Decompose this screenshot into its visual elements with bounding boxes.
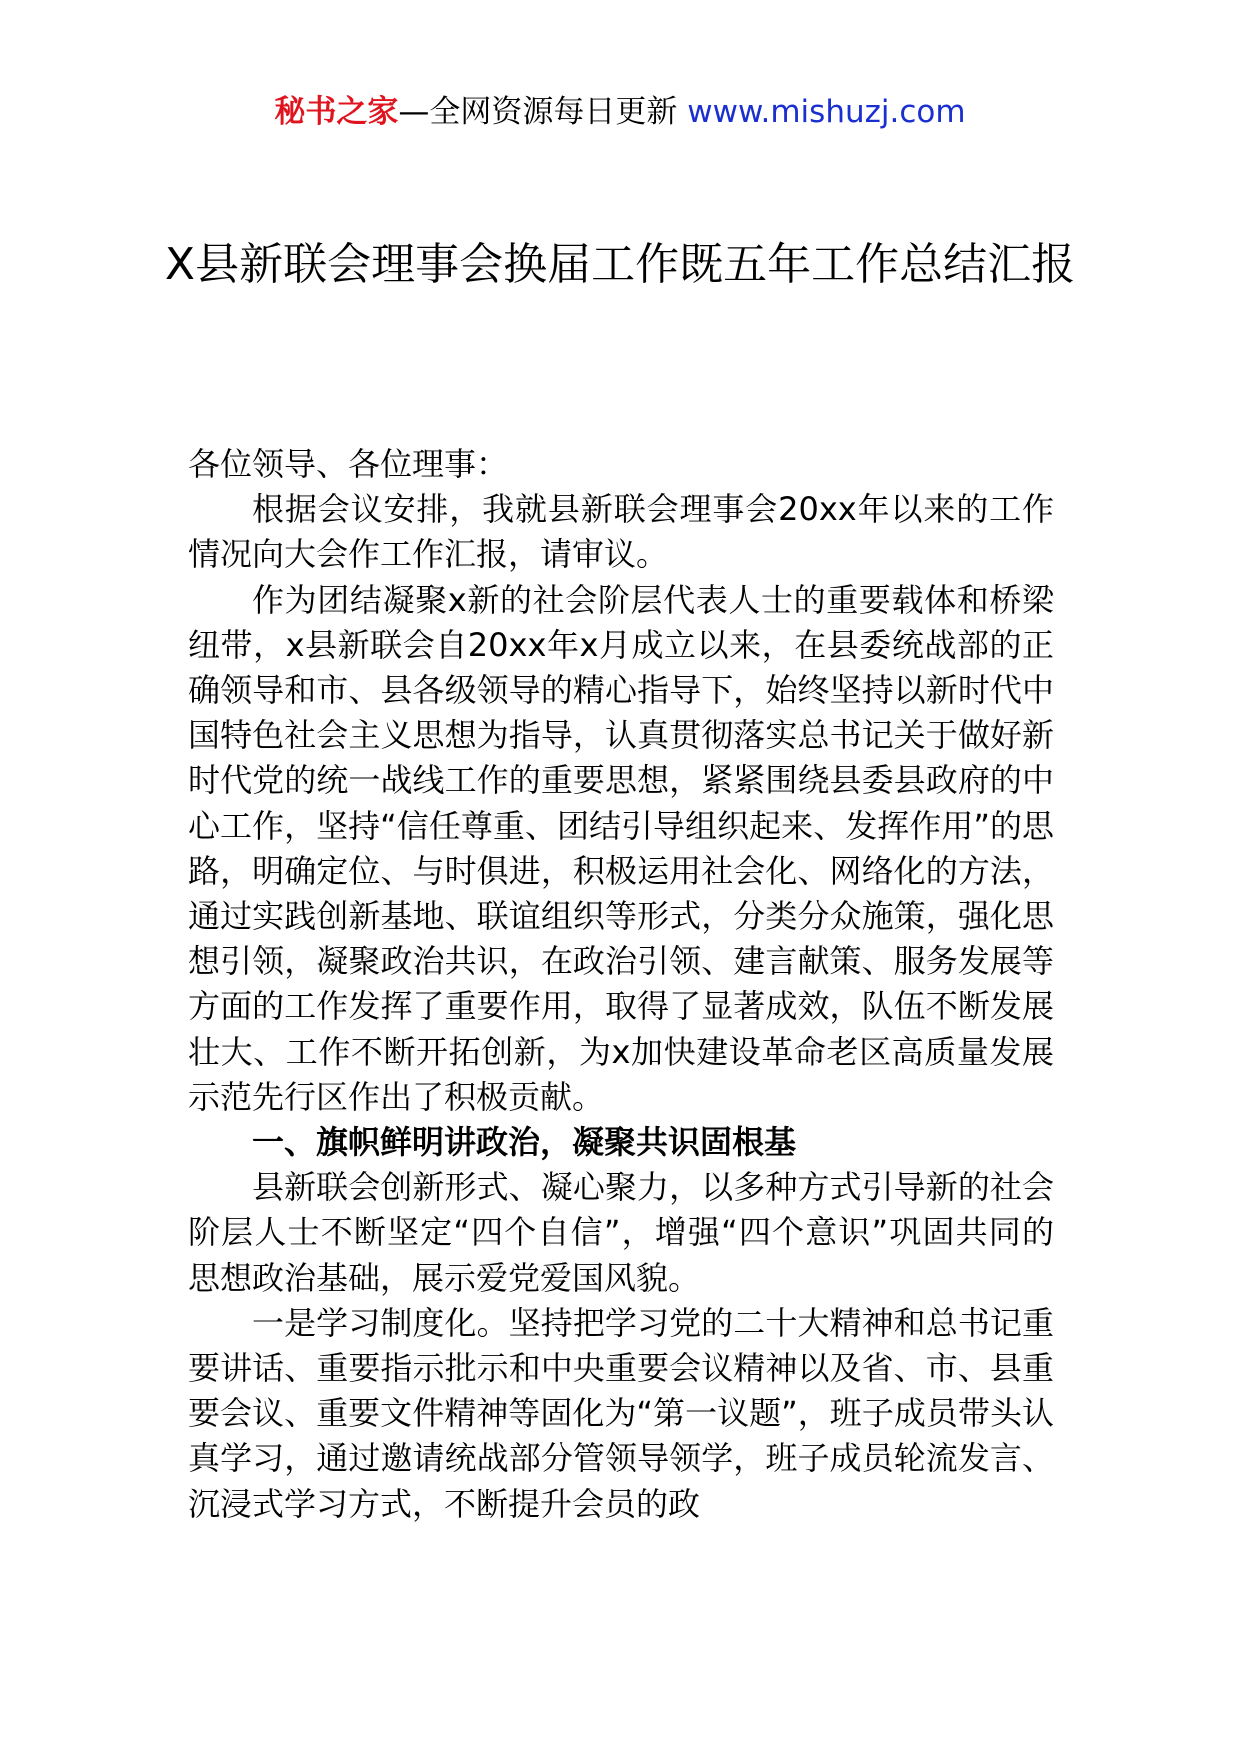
body-paragraph: 作为团结凝聚x新的社会阶层代表人士的重要载体和桥梁纽带，x县新联会自20xx年x月成立以来，在县委统战部的正确领导和市、县各级领导的精心指导下，始终坚持以新时代中国特色社会主义思想为指导，认真贯彻落实总书记关于做好新时代党的统一战线工作的重要思想，紧紧围绕县委县政府的中心工作，坚持“信任尊重、团结引导组织起来、发挥作用”的思路，明确定位、与时俱进，积极运用社会化、网络化的方法，通过实践创新基地、联谊组织等形式，分类分众施策，强化思想引领，凝聚政治共识，在政治引领、建言献策、服务发展等方面的工作发挥了重要作用，取得了显著成效，队伍不断发展壮大、工作不断开拓创新，为x加快建设革命老区高质量发展示范先行区作出了积极贡献。 [188,580,1054,1116]
section-heading: 一、旗帜鲜明讲政治，凝聚共识固根基 [252,1123,797,1162]
body-paragraph: 县新联会创新形式、凝心聚力，以多种方式引导新的社会阶层人士不断坚定“四个自信”，增强“四个意识”巩固共同的思想政治基础，展示爱党爱国风貌。 [188,1168,1054,1297]
salutation: 各位领导、各位理事： [188,445,509,483]
site-slogan: —全网资源每日更新 [398,94,688,130]
body-paragraph: 根据会议安排，我就县新联会理事会20xx年以来的工作情况向大会作工作汇报，请审议。 [188,490,1054,574]
site-brand: 秘书之家 [274,94,399,130]
body-paragraph: 一是学习制度化。坚持把学习党的二十大精神和总书记重要讲话、重要指示批示和中央重要会议精神以及省、市、县重要会议、重要文件精神等固化为“第一议题”，班子成员带头认真学习，通过邀请统战部分管领导领学，班子成员轮流发言、沉浸式学习方式，不断提升会员的政 [188,1303,1054,1523]
site-header [0,92,1240,132]
site-url-link[interactable]: www.mishuzj.com [687,94,966,130]
document-body [188,442,1054,1527]
document-title: X县新联会理事会换届工作既五年工作总结汇报 [164,239,1076,290]
